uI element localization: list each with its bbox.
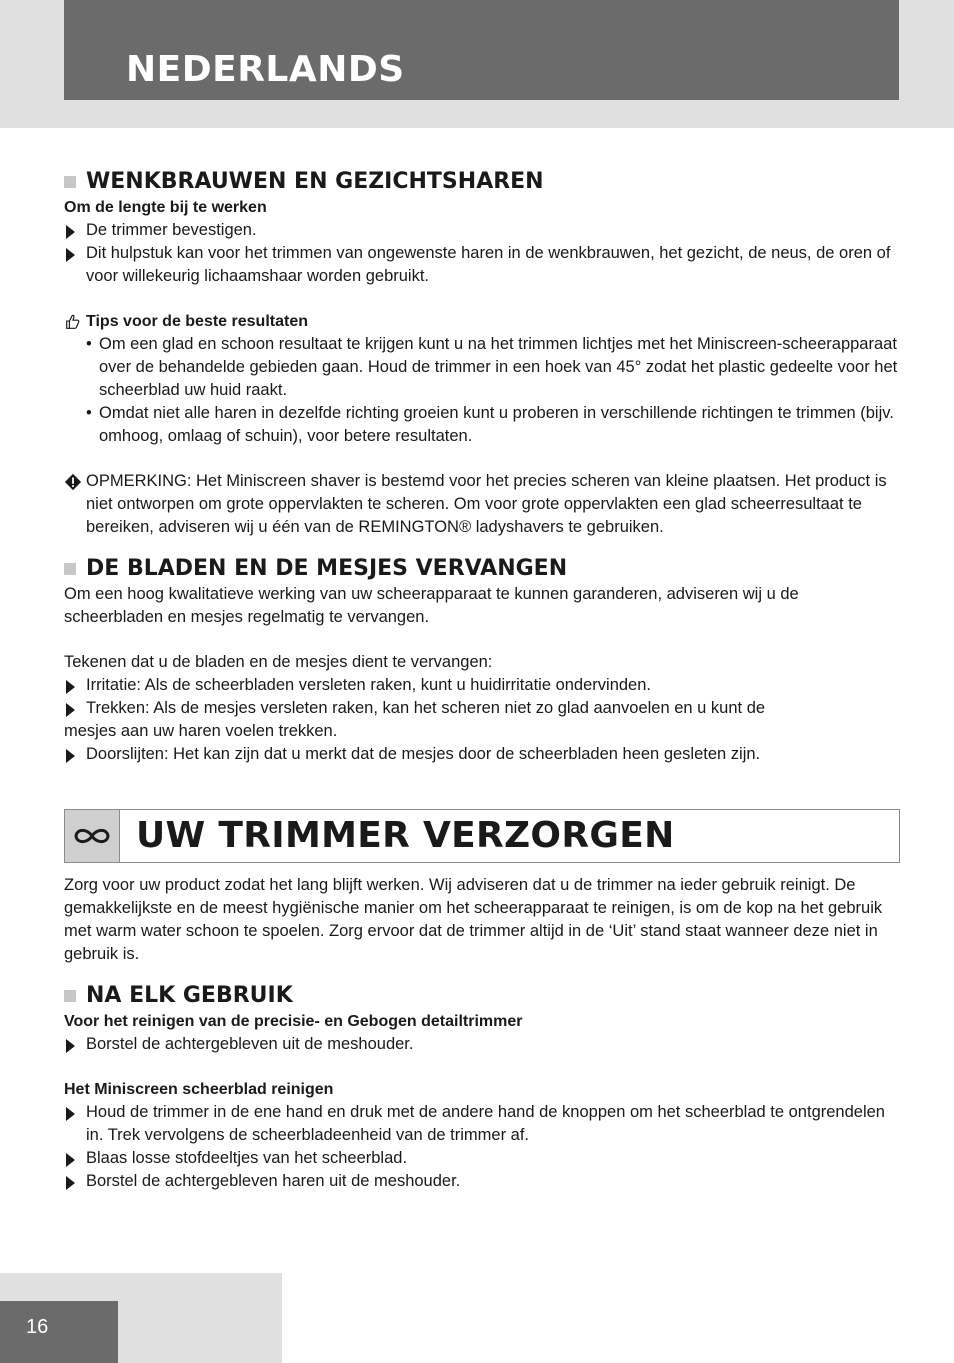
thumbs-up-icon [64, 313, 82, 331]
paragraph: Om een hoog kwalitatieve werking van uw scheerapparaat te kunnen garanderen, adviseren wij u de scheerbladen en mesjes regelmatig te vervangen. [64, 585, 799, 626]
list-item: De trimmer bevestigen. [64, 219, 900, 242]
list-item: Houd de trimmer in de ene hand en druk met de andere hand de knoppen om het scheerblad te ontgrendelen in. Trek vervolgens de scheerbladeenheid van de trimmer af. [64, 1101, 900, 1147]
triangle-bullet-icon [66, 1153, 75, 1167]
list-item: Irritatie: Als de scheerbladen versleten raken, kunt u huidirritatie ondervinden. [64, 674, 900, 697]
triangle-bullet-icon [66, 248, 75, 262]
list-item-continuation: mesjes aan uw haren voelen trekken. [64, 722, 338, 740]
triangle-bullet-icon [66, 1039, 75, 1053]
section-square-icon [64, 563, 76, 575]
page-title: NEDERLANDS [126, 49, 405, 90]
list-item: Doorslijten: Het kan zijn dat u merkt dat de mesjes door de scheerbladen heen gesleten zijn. [64, 743, 900, 766]
section-square-icon [64, 990, 76, 1002]
warning-diamond-icon [64, 473, 82, 491]
triangle-bullet-icon [66, 225, 75, 239]
triangle-bullet-icon [66, 749, 75, 763]
tips-block: Tips voor de beste resultaten [64, 310, 900, 333]
page-number: 16 [0, 1301, 118, 1363]
paragraph: Zorg voor uw product zodat het lang blijft werken. Wij adviseren dat u de trimmer na ieder gebruik reinigt. De gemakkelijkste en de meest hygiënische manier om het scheerapparaat te reinigen, is om de kop na het gebruik met warm water schoon te spoelen. Zorg ervoor dat de trimmer altijd in de ‘Uit’ stand staat wanneer deze niet in gebruik is. [64, 876, 883, 963]
list-item: Dit hulpstuk kan voor het trimmen van ongewenste haren in de wenkbrauwen, het gezicht, de neus, de oren of voor willekeurig lichaamshaar worden gebruikt. [64, 242, 900, 288]
triangle-bullet-icon [66, 1176, 75, 1190]
triangle-bullet-icon [66, 680, 75, 694]
triangle-bullet-icon [66, 1107, 75, 1121]
section-heading-eyebrows: WENKBRAUWEN EN GEZICHTSHAREN [64, 168, 900, 196]
care-banner [64, 809, 900, 863]
list-item: Borstel de achtergebleven uit de meshouder. [64, 1033, 900, 1056]
tip-item: • Omdat niet alle haren in dezelfde richting groeien kunt u proberen in verschillende richtingen te trimmen (bijv. omhoog, omlaag of schuin), voor betere resultaten. [86, 404, 894, 445]
infinity-icon [65, 810, 120, 862]
subheading: Het Miniscreen scheerblad reinigen [64, 1081, 334, 1098]
note-block: OPMERKING: Het Miniscreen shaver is bestemd voor het precies scheren van kleine plaatsen. Het product is niet ontworpen om grote oppervlakten te scheren. Om voor grote oppervlakten een glad scheerresultaat te bereiken, adviseren wij u één van de REMINGTON® ladyshavers te gebruiken. [64, 470, 900, 539]
list-item: Trekken: Als de mesjes versleten raken, kan het scheren niet zo glad aanvoelen en u kunt de [64, 697, 900, 720]
section-square-icon [64, 176, 76, 188]
list-item: Borstel de achtergebleven haren uit de meshouder. [64, 1170, 900, 1193]
section-heading-after-use: NA ELK GEBRUIK [64, 982, 900, 1010]
tip-item: • Om een glad en schoon resultaat te krijgen kunt u na het trimmen lichtjes met het Miniscreen-scheerapparaat over de behandelde gebieden gaan. Houd de trimmer in een hoek van 45° zodat het plastic gedeelte voor het scheerblad uw huid raakt. [86, 335, 898, 399]
subheading: Om de lengte bij te werken [64, 199, 267, 216]
header-bar [64, 0, 899, 100]
list-item: Blaas losse stofdeeltjes van het scheerblad. [64, 1147, 900, 1170]
banner-title: UW TRIMMER VERZORGEN [136, 815, 675, 856]
triangle-bullet-icon [66, 703, 75, 717]
page-content [64, 168, 900, 1193]
subheading: Voor het reinigen van de precisie- en Gebogen detailtrimmer [64, 1013, 523, 1030]
paragraph: Tekenen dat u de bladen en de mesjes dient te vervangen: [64, 653, 493, 671]
section-heading-replace: DE BLADEN EN DE MESJES VERVANGEN [64, 555, 900, 583]
